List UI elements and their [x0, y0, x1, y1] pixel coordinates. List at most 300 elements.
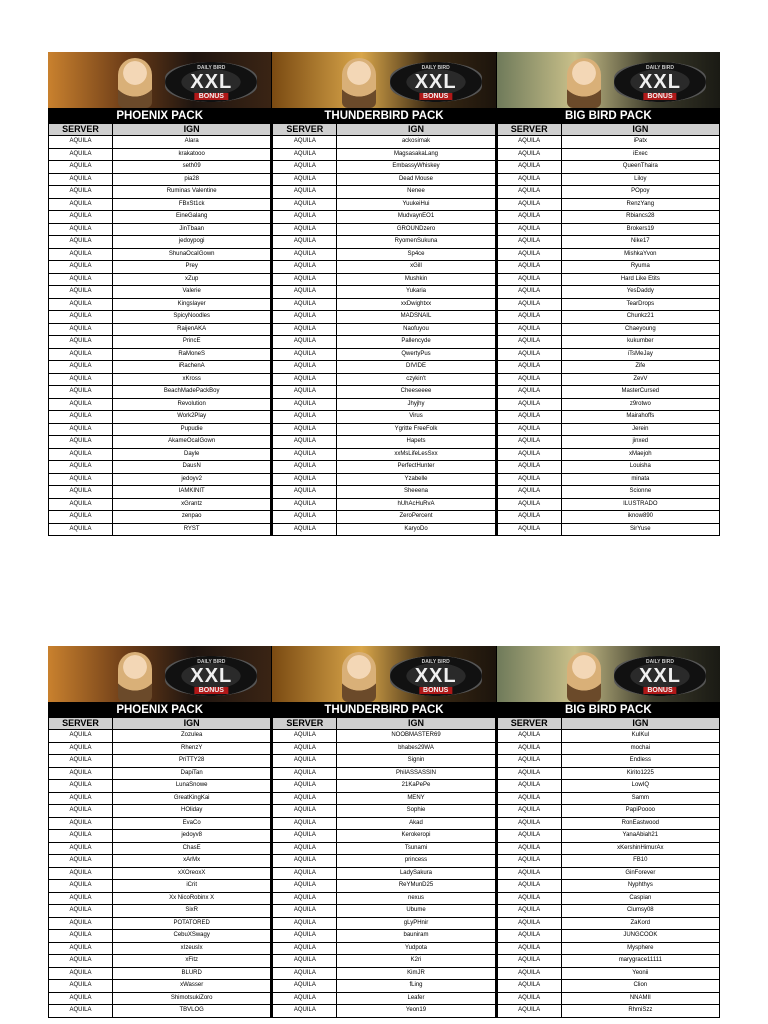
ign-cell: Prey	[113, 261, 271, 274]
server-cell: AQUILA	[497, 792, 561, 805]
ign-cell: Yzabelle	[337, 473, 495, 486]
table-row	[49, 830, 271, 843]
logo-bonus-text: BONUS	[643, 687, 676, 694]
ign-cell: Ryuma	[561, 261, 719, 274]
ign-cell: Tsunami	[337, 842, 495, 855]
ign-cell: Pallencyde	[337, 336, 495, 349]
ign-cell: PriTTY28	[113, 755, 271, 768]
thunderbird-pack-panel	[271, 52, 495, 536]
ign-cell: xZup	[113, 273, 271, 286]
server-cell: AQUILA	[49, 473, 113, 486]
ign-cell: TBVLOG	[113, 1005, 271, 1018]
table-row	[497, 423, 719, 436]
server-cell: AQUILA	[273, 942, 337, 955]
table-header-row	[497, 718, 719, 730]
table-row	[497, 917, 719, 930]
table-row	[497, 186, 719, 199]
ign-column-header: IGN	[561, 124, 719, 136]
ign-cell: Ygritte FreeFolk	[337, 423, 495, 436]
table-header-row	[49, 718, 271, 730]
ign-cell: YanaAbiah21	[561, 830, 719, 843]
server-cell: AQUILA	[49, 792, 113, 805]
server-cell: AQUILA	[49, 423, 113, 436]
server-cell: AQUILA	[49, 398, 113, 411]
server-cell: AQUILA	[497, 348, 561, 361]
table-row	[49, 805, 271, 818]
server-cell: AQUILA	[273, 436, 337, 449]
server-cell: AQUILA	[273, 805, 337, 818]
ign-cell: LunaSnowe	[113, 780, 271, 793]
ign-cell: RaMoneS	[113, 348, 271, 361]
table-row	[497, 880, 719, 893]
server-cell: AQUILA	[49, 286, 113, 299]
table-row	[497, 173, 719, 186]
server-cell: AQUILA	[497, 992, 561, 1005]
table-row	[273, 867, 495, 880]
ign-cell: ZaKord	[561, 917, 719, 930]
server-cell: AQUILA	[49, 448, 113, 461]
server-cell: AQUILA	[49, 830, 113, 843]
server-cell: AQUILA	[497, 930, 561, 943]
server-cell: AQUILA	[49, 298, 113, 311]
ign-cell: Nyphthys	[561, 880, 719, 893]
table-row	[49, 855, 271, 868]
table-row	[273, 161, 495, 174]
table-row	[273, 967, 495, 980]
winners-table	[48, 123, 271, 536]
ign-cell: bauniram	[337, 930, 495, 943]
server-cell: AQUILA	[49, 955, 113, 968]
server-cell: AQUILA	[273, 148, 337, 161]
table-row	[49, 186, 271, 199]
logo-top-text: DAILY BIRD	[421, 659, 450, 665]
ign-cell: Brokers19	[561, 223, 719, 236]
server-cell: AQUILA	[497, 398, 561, 411]
ign-cell: RYST	[113, 523, 271, 536]
server-column-header: SERVER	[49, 124, 113, 136]
phoenix-pack-banner	[48, 646, 271, 702]
ign-cell: PapiPoooo	[561, 805, 719, 818]
server-cell: AQUILA	[497, 198, 561, 211]
ign-cell: Yeonii	[561, 967, 719, 980]
table-row	[49, 236, 271, 249]
character-art	[342, 652, 376, 702]
table-row	[497, 248, 719, 261]
table-row	[497, 805, 719, 818]
ign-cell: iPatx	[561, 136, 719, 149]
ign-cell: jedoypogi	[113, 236, 271, 249]
ign-cell: Scionne	[561, 486, 719, 499]
ign-cell: xxDwightxx	[337, 298, 495, 311]
table-row	[273, 742, 495, 755]
server-cell: AQUILA	[49, 867, 113, 880]
ign-cell: gLyPHnir	[337, 917, 495, 930]
table-row	[49, 967, 271, 980]
ign-cell: Revolution	[113, 398, 271, 411]
server-column-header: SERVER	[497, 124, 561, 136]
ign-cell: iTsMeJay	[561, 348, 719, 361]
table-row	[273, 498, 495, 511]
server-cell: AQUILA	[49, 161, 113, 174]
table-row	[497, 792, 719, 805]
ign-cell: POpoy	[561, 186, 719, 199]
thunderbird-pack-banner	[272, 646, 495, 702]
server-cell: AQUILA	[497, 411, 561, 424]
server-cell: AQUILA	[49, 730, 113, 743]
table-row	[273, 955, 495, 968]
server-cell: AQUILA	[273, 286, 337, 299]
ign-cell: NNAMII	[561, 992, 719, 1005]
character-art	[567, 58, 601, 108]
logo-bonus-text: BONUS	[195, 687, 228, 694]
table-row	[497, 780, 719, 793]
ign-cell: RhmiSzz	[561, 1005, 719, 1018]
ign-cell: SpicyNoodles	[113, 311, 271, 324]
server-cell: AQUILA	[273, 992, 337, 1005]
server-cell: AQUILA	[497, 161, 561, 174]
server-cell: AQUILA	[497, 755, 561, 768]
table-row	[497, 892, 719, 905]
server-cell: AQUILA	[49, 173, 113, 186]
phoenix-pack-banner	[48, 52, 271, 108]
table-row	[273, 830, 495, 843]
table-row	[49, 473, 271, 486]
ign-cell: RyomenSukuna	[337, 236, 495, 249]
winners-table	[272, 717, 495, 1018]
server-cell: AQUILA	[49, 336, 113, 349]
server-cell: AQUILA	[497, 173, 561, 186]
server-cell: AQUILA	[49, 148, 113, 161]
ign-cell: zenpao	[113, 511, 271, 524]
daily-bird-xxl-logo	[614, 656, 706, 696]
server-cell: AQUILA	[273, 905, 337, 918]
winners-table	[497, 717, 720, 1018]
big-bird-pack-banner	[497, 646, 720, 702]
table-row	[49, 767, 271, 780]
ign-cell: jinxed	[561, 436, 719, 449]
ign-cell: Jhyjhy	[337, 398, 495, 411]
server-cell: AQUILA	[273, 755, 337, 768]
table-row	[273, 792, 495, 805]
server-cell: AQUILA	[49, 817, 113, 830]
ign-cell: QwertyPus	[337, 348, 495, 361]
ign-cell: Kirito1225	[561, 767, 719, 780]
server-cell: AQUILA	[273, 223, 337, 236]
table-row	[273, 755, 495, 768]
server-cell: AQUILA	[273, 767, 337, 780]
ign-cell: MagsasakaLang	[337, 148, 495, 161]
table-row	[273, 186, 495, 199]
logo-bonus-text: BONUS	[643, 93, 676, 100]
server-cell: AQUILA	[497, 742, 561, 755]
ign-cell: xMaejoh	[561, 448, 719, 461]
ign-cell: bhabes29WA	[337, 742, 495, 755]
server-cell: AQUILA	[273, 967, 337, 980]
big-bird-pack-banner	[497, 52, 720, 108]
ign-cell: BLURD	[113, 967, 271, 980]
server-cell: AQUILA	[273, 511, 337, 524]
ign-cell: Rbiancs28	[561, 211, 719, 224]
table-row	[497, 742, 719, 755]
ign-cell: Leafer	[337, 992, 495, 1005]
ign-cell: Nenee	[337, 186, 495, 199]
server-cell: AQUILA	[497, 511, 561, 524]
ign-cell: PerfectHunter	[337, 461, 495, 474]
server-cell: AQUILA	[273, 186, 337, 199]
table-row	[497, 523, 719, 536]
daily-bird-xxl-logo	[165, 656, 257, 696]
table-row	[49, 273, 271, 286]
server-cell: AQUILA	[49, 436, 113, 449]
table-row	[497, 161, 719, 174]
table-row	[273, 373, 495, 386]
ign-column-header: IGN	[561, 718, 719, 730]
table-row	[273, 323, 495, 336]
table-row	[49, 136, 271, 149]
ign-cell: seth09	[113, 161, 271, 174]
server-cell: AQUILA	[273, 892, 337, 905]
logo-main-text: XXL	[414, 664, 457, 687]
pack-title: BIG BIRD PACK	[497, 702, 720, 717]
winners-table	[272, 123, 495, 536]
server-cell: AQUILA	[497, 955, 561, 968]
ign-cell: xWasser	[113, 980, 271, 993]
table-row	[49, 198, 271, 211]
server-cell: AQUILA	[49, 386, 113, 399]
table-row	[273, 980, 495, 993]
server-cell: AQUILA	[273, 792, 337, 805]
server-cell: AQUILA	[273, 348, 337, 361]
server-cell: AQUILA	[497, 461, 561, 474]
table-row	[273, 767, 495, 780]
logo-main-text: XXL	[190, 70, 233, 93]
server-cell: AQUILA	[497, 136, 561, 149]
table-row	[49, 223, 271, 236]
table-row	[497, 486, 719, 499]
table-row	[273, 730, 495, 743]
server-cell: AQUILA	[273, 336, 337, 349]
server-cell: AQUILA	[497, 373, 561, 386]
server-cell: AQUILA	[497, 942, 561, 955]
table-row	[497, 411, 719, 424]
ign-cell: 21KaPePe	[337, 780, 495, 793]
server-cell: AQUILA	[497, 248, 561, 261]
table-row	[49, 730, 271, 743]
server-cell: AQUILA	[49, 261, 113, 274]
server-cell: AQUILA	[273, 448, 337, 461]
server-cell: AQUILA	[497, 386, 561, 399]
table-row	[497, 511, 719, 524]
phoenix-pack-panel	[48, 52, 271, 536]
logo-main-text: XXL	[190, 664, 233, 687]
daily-bird-xxl-logo	[390, 62, 482, 102]
server-cell: AQUILA	[273, 211, 337, 224]
server-cell: AQUILA	[273, 386, 337, 399]
ign-cell: Naofuyou	[337, 323, 495, 336]
table-row	[49, 817, 271, 830]
server-cell: AQUILA	[49, 511, 113, 524]
ign-cell: Sp4ce	[337, 248, 495, 261]
server-cell: AQUILA	[49, 186, 113, 199]
table-row	[497, 361, 719, 374]
table-row	[49, 842, 271, 855]
ign-cell: LowIQ	[561, 780, 719, 793]
ign-cell: xGrantz	[113, 498, 271, 511]
server-cell: AQUILA	[273, 742, 337, 755]
ign-cell: DapiTan	[113, 767, 271, 780]
ign-cell: Caspian	[561, 892, 719, 905]
server-cell: AQUILA	[49, 461, 113, 474]
table-row	[49, 211, 271, 224]
table-row	[273, 461, 495, 474]
table-row	[497, 980, 719, 993]
ign-cell: ReYMunD25	[337, 880, 495, 893]
table-row	[273, 905, 495, 918]
ign-cell: YesDaddy	[561, 286, 719, 299]
server-cell: AQUILA	[497, 211, 561, 224]
table-row	[49, 398, 271, 411]
server-cell: AQUILA	[49, 842, 113, 855]
ign-cell: Zife	[561, 361, 719, 374]
table-row	[49, 930, 271, 943]
table-row	[273, 436, 495, 449]
ign-cell: Virus	[337, 411, 495, 424]
table-row	[273, 805, 495, 818]
table-row	[273, 286, 495, 299]
ign-cell: nexus	[337, 892, 495, 905]
ign-cell: PhilASSASSIN	[337, 767, 495, 780]
table-row	[273, 511, 495, 524]
ign-cell: ChasE	[113, 842, 271, 855]
server-cell: AQUILA	[49, 917, 113, 930]
ign-cell: Hapets	[337, 436, 495, 449]
ign-cell: DausN	[113, 461, 271, 474]
winners-section-1	[48, 52, 720, 536]
server-cell: AQUILA	[49, 742, 113, 755]
table-row	[273, 311, 495, 324]
table-row	[273, 336, 495, 349]
ign-cell: MishkaYvon	[561, 248, 719, 261]
table-row	[273, 523, 495, 536]
table-row	[273, 198, 495, 211]
server-cell: AQUILA	[497, 336, 561, 349]
table-row	[497, 386, 719, 399]
table-row	[273, 398, 495, 411]
table-row	[497, 436, 719, 449]
server-cell: AQUILA	[497, 730, 561, 743]
ign-cell: jedoyv2	[113, 473, 271, 486]
table-row	[49, 261, 271, 274]
table-row	[49, 992, 271, 1005]
table-row	[273, 148, 495, 161]
server-cell: AQUILA	[273, 867, 337, 880]
ign-cell: Work2Play	[113, 411, 271, 424]
ign-cell: Sophie	[337, 805, 495, 818]
server-cell: AQUILA	[273, 311, 337, 324]
table-row	[273, 261, 495, 274]
ign-cell: Chaeyoung	[561, 323, 719, 336]
ign-cell: xxMsLifeLesSxx	[337, 448, 495, 461]
ign-cell: ackosimak	[337, 136, 495, 149]
server-cell: AQUILA	[49, 211, 113, 224]
server-column-header: SERVER	[273, 124, 337, 136]
table-row	[497, 311, 719, 324]
table-row	[497, 830, 719, 843]
table-row	[497, 198, 719, 211]
table-row	[273, 273, 495, 286]
server-cell: AQUILA	[49, 323, 113, 336]
server-cell: AQUILA	[273, 842, 337, 855]
table-row	[49, 980, 271, 993]
big-bird-pack-panel	[496, 646, 720, 1018]
winners-table	[497, 123, 720, 536]
server-cell: AQUILA	[273, 498, 337, 511]
ign-cell: EmbassyWhiskey	[337, 161, 495, 174]
table-row	[273, 211, 495, 224]
server-cell: AQUILA	[273, 930, 337, 943]
table-row	[497, 273, 719, 286]
ign-cell: K2ri	[337, 955, 495, 968]
table-header-row	[49, 124, 271, 136]
table-row	[49, 523, 271, 536]
table-row	[497, 398, 719, 411]
ign-cell: NOOBMASTER69	[337, 730, 495, 743]
server-cell: AQUILA	[49, 223, 113, 236]
ign-cell: Chunkz21	[561, 311, 719, 324]
table-row	[273, 348, 495, 361]
table-header-row	[273, 124, 495, 136]
table-row	[497, 336, 719, 349]
table-row	[49, 461, 271, 474]
table-row	[497, 223, 719, 236]
table-row	[497, 767, 719, 780]
table-row	[49, 323, 271, 336]
logo-main-text: XXL	[414, 70, 457, 93]
ign-cell: hUhAcHuRvA	[337, 498, 495, 511]
ign-cell: Louisha	[561, 461, 719, 474]
table-row	[273, 223, 495, 236]
table-row	[497, 298, 719, 311]
server-cell: AQUILA	[49, 273, 113, 286]
table-row	[49, 436, 271, 449]
table-row	[49, 336, 271, 349]
server-cell: AQUILA	[497, 473, 561, 486]
table-row	[497, 967, 719, 980]
table-row	[273, 411, 495, 424]
ign-cell: RenzYang	[561, 198, 719, 211]
table-row	[49, 905, 271, 918]
daily-bird-xxl-logo	[165, 62, 257, 102]
server-cell: AQUILA	[273, 161, 337, 174]
server-cell: AQUILA	[273, 880, 337, 893]
server-cell: AQUILA	[49, 348, 113, 361]
ign-cell: iknow890	[561, 511, 719, 524]
table-row	[497, 942, 719, 955]
ign-cell: KimJR	[337, 967, 495, 980]
ign-cell: Yukaria	[337, 286, 495, 299]
ign-cell: jedoyv8	[113, 830, 271, 843]
server-cell: AQUILA	[497, 867, 561, 880]
server-cell: AQUILA	[273, 236, 337, 249]
ign-cell: FBxSt1ck	[113, 198, 271, 211]
server-cell: AQUILA	[49, 930, 113, 943]
server-cell: AQUILA	[49, 755, 113, 768]
server-cell: AQUILA	[273, 780, 337, 793]
server-cell: AQUILA	[497, 186, 561, 199]
ign-cell: ZevV	[561, 373, 719, 386]
server-column-header: SERVER	[497, 718, 561, 730]
table-row	[273, 817, 495, 830]
